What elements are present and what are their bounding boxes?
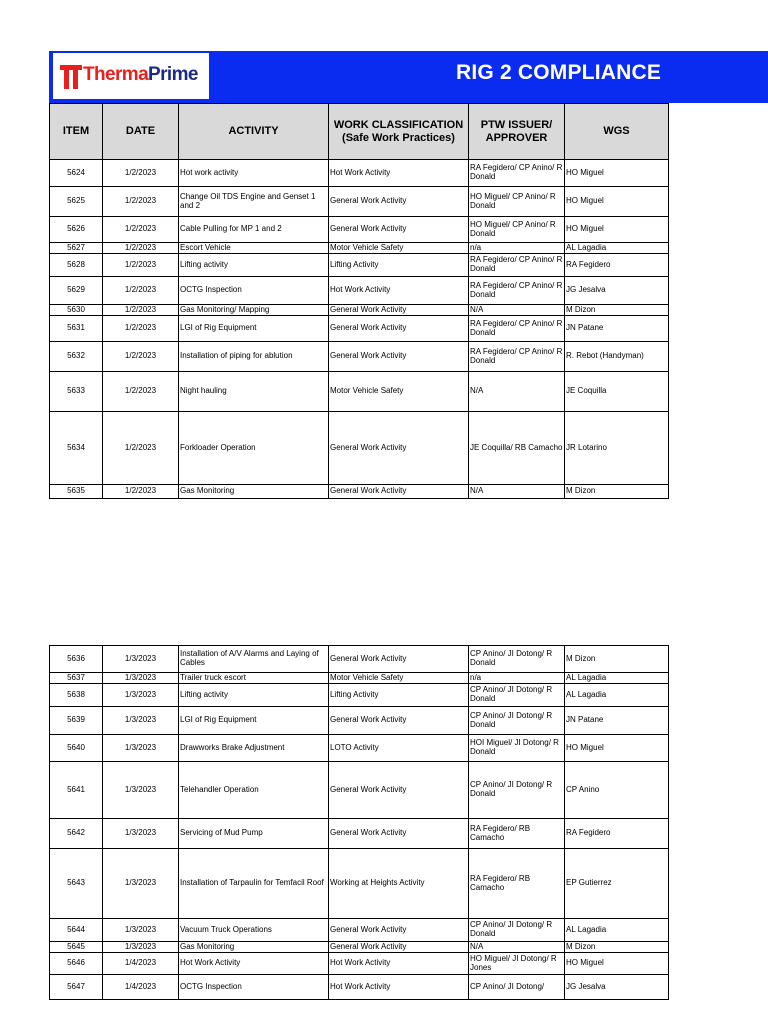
classification-cell: Hot Work Activity [329, 160, 469, 187]
activity-cell: Lifting activity [179, 254, 329, 277]
ptw-cell: RA Fegidero/ RB Camacho [469, 849, 565, 919]
header-row [50, 104, 669, 160]
header-item: ITEM [50, 104, 103, 160]
item-cell: 5637 [50, 673, 103, 684]
item-cell: 5633 [50, 372, 103, 412]
item-cell: 5625 [50, 187, 103, 217]
compliance-table-1 [49, 103, 669, 499]
classification-cell: LOTO Activity [329, 735, 469, 762]
table-row [50, 254, 669, 277]
wgs-cell: JG Jesalva [565, 277, 669, 305]
date-cell: 1/2/2023 [103, 342, 179, 372]
classification-cell: General Work Activity [329, 707, 469, 735]
date-cell: 1/3/2023 [103, 684, 179, 707]
wgs-cell: M Dizon [565, 646, 669, 673]
item-cell: 5640 [50, 735, 103, 762]
activity-cell: Trailer truck escort [179, 673, 329, 684]
wgs-cell: AL Lagadia [565, 684, 669, 707]
item-cell: 5624 [50, 160, 103, 187]
activity-cell: Escort Vehicle [179, 243, 329, 254]
item-cell: 5641 [50, 762, 103, 819]
wgs-cell: HO Miguel [565, 187, 669, 217]
classification-cell: General Work Activity [329, 919, 469, 942]
date-cell: 1/3/2023 [103, 919, 179, 942]
date-cell: 1/2/2023 [103, 372, 179, 412]
classification-cell: General Work Activity [329, 485, 469, 499]
item-cell: 5644 [50, 919, 103, 942]
ptw-cell: RA Fegidero/ CP Anino/ R Donald [469, 277, 565, 305]
item-cell: 5635 [50, 485, 103, 499]
ptw-cell: N/A [469, 305, 565, 316]
date-cell: 1/2/2023 [103, 243, 179, 254]
classification-cell: General Work Activity [329, 316, 469, 342]
item-cell: 5645 [50, 942, 103, 953]
thermaprime-logo-icon [59, 63, 83, 91]
wgs-cell: M Dizon [565, 485, 669, 499]
table-row [50, 762, 669, 819]
wgs-cell: HO Miguel [565, 735, 669, 762]
item-cell: 5626 [50, 217, 103, 243]
activity-cell: Gas Monitoring/ Mapping [179, 305, 329, 316]
table-row [50, 942, 669, 953]
item-cell: 5638 [50, 684, 103, 707]
activity-cell: Gas Monitoring [179, 942, 329, 953]
date-cell: 1/4/2023 [103, 953, 179, 975]
page-title: RIG 2 COMPLIANCE [456, 61, 662, 84]
date-cell: 1/2/2023 [103, 412, 179, 485]
table-row [50, 277, 669, 305]
table-row [50, 707, 669, 735]
date-cell: 1/3/2023 [103, 735, 179, 762]
ptw-cell: n/a [469, 673, 565, 684]
table-row [50, 305, 669, 316]
date-cell: 1/2/2023 [103, 316, 179, 342]
wgs-cell: JE Coquilla [565, 372, 669, 412]
table-row [50, 160, 669, 187]
classification-cell: Hot Work Activity [329, 953, 469, 975]
table-row [50, 919, 669, 942]
activity-cell: Gas Monitoring [179, 485, 329, 499]
date-cell: 1/2/2023 [103, 305, 179, 316]
activity-cell: Change Oil TDS Engine and Genset 1 and 2 [179, 187, 329, 217]
item-cell: 5629 [50, 277, 103, 305]
activity-cell: Drawworks Brake Adjustment [179, 735, 329, 762]
wgs-cell: AL Lagadia [565, 243, 669, 254]
wgs-cell: HO Miguel [565, 953, 669, 975]
classification-cell: Lifting Activity [329, 254, 469, 277]
ptw-cell: CP Anino/ JI Dotong/ R Donald [469, 707, 565, 735]
item-cell: 5643 [50, 849, 103, 919]
logo-text-therma: Therma [83, 64, 149, 85]
item-cell: 5628 [50, 254, 103, 277]
wgs-cell: HO Miguel [565, 217, 669, 243]
ptw-cell: HOI Miguel/ JI Dotong/ R Donald [469, 735, 565, 762]
ptw-cell: N/A [469, 372, 565, 412]
item-cell: 5646 [50, 953, 103, 975]
header-date: DATE [103, 104, 179, 160]
item-cell: 5627 [50, 243, 103, 254]
header-wgs: WGS [565, 104, 669, 160]
header-ptw-issuer: PTW ISSUER/ APPROVER [469, 104, 565, 160]
ptw-cell: RA Fegidero/ CP Anino/ R Donald [469, 342, 565, 372]
table-row [50, 187, 669, 217]
date-cell: 1/4/2023 [103, 975, 179, 1000]
classification-cell: General Work Activity [329, 819, 469, 849]
activity-cell: Cable Pulling for MP 1 and 2 [179, 217, 329, 243]
classification-cell: Lifting Activity [329, 684, 469, 707]
table-row [50, 485, 669, 499]
wgs-cell: RA Fegidero [565, 254, 669, 277]
wgs-cell: AL Lagadia [565, 673, 669, 684]
table-row [50, 819, 669, 849]
activity-cell: Installation of A/V Alarms and Laying of Cables [179, 646, 329, 673]
item-cell: 5642 [50, 819, 103, 849]
item-cell: 5639 [50, 707, 103, 735]
company-logo [53, 53, 209, 99]
wgs-cell: JG Jesalva [565, 975, 669, 1000]
ptw-cell: JE Coquilla/ RB Camacho [469, 412, 565, 485]
ptw-cell: HO Miguel/ CP Anino/ R Donald [469, 217, 565, 243]
activity-cell: Vacuum Truck Operations [179, 919, 329, 942]
classification-cell: Working at Heights Activity [329, 849, 469, 919]
table-row [50, 953, 669, 975]
table-row [50, 684, 669, 707]
ptw-cell: CP Anino/ JI Dotong/ R Donald [469, 646, 565, 673]
date-cell: 1/2/2023 [103, 217, 179, 243]
wgs-cell: HO Miguel [565, 160, 669, 187]
classification-cell: Motor Vehicle Safety [329, 673, 469, 684]
table-row [50, 342, 669, 372]
date-cell: 1/3/2023 [103, 849, 179, 919]
header-work-classification: WORK CLASSIFICATION (Safe Work Practices) [329, 104, 469, 160]
activity-cell: Servicing of Mud Pump [179, 819, 329, 849]
table-row [50, 975, 669, 1000]
ptw-cell: HO Miguel/ JI Dotong/ R Jones [469, 953, 565, 975]
activity-cell: Installation of piping for ablution [179, 342, 329, 372]
ptw-cell: CP Anino/ JI Dotong/ R Donald [469, 919, 565, 942]
activity-cell: Lifting activity [179, 684, 329, 707]
item-cell: 5647 [50, 975, 103, 1000]
wgs-cell: R. Rebot (Handyman) [565, 342, 669, 372]
date-cell: 1/3/2023 [103, 707, 179, 735]
ptw-cell: RA Fegidero/ CP Anino/ R Donald [469, 254, 565, 277]
item-cell: 5630 [50, 305, 103, 316]
ptw-cell: RA Fegidero/ CP Anino/ R Donald [469, 160, 565, 187]
classification-cell: General Work Activity [329, 762, 469, 819]
date-cell: 1/2/2023 [103, 277, 179, 305]
ptw-cell: N/A [469, 485, 565, 499]
compliance-table-2 [49, 645, 669, 1000]
item-cell: 5636 [50, 646, 103, 673]
wgs-cell: CP Anino [565, 762, 669, 819]
table-row [50, 243, 669, 254]
classification-cell: General Work Activity [329, 342, 469, 372]
wgs-cell: AL Lagadia [565, 919, 669, 942]
activity-cell: Telehandler Operation [179, 762, 329, 819]
date-cell: 1/2/2023 [103, 254, 179, 277]
activity-cell: Hot Work Activity [179, 953, 329, 975]
date-cell: 1/2/2023 [103, 485, 179, 499]
activity-cell: Night hauling [179, 372, 329, 412]
table-row [50, 316, 669, 342]
activity-cell: LGI of Rig Equipment [179, 316, 329, 342]
item-cell: 5632 [50, 342, 103, 372]
classification-cell: Motor Vehicle Safety [329, 372, 469, 412]
table-row [50, 372, 669, 412]
date-cell: 1/3/2023 [103, 673, 179, 684]
classification-cell: General Work Activity [329, 305, 469, 316]
activity-cell: OCTG Inspection [179, 975, 329, 1000]
item-cell: 5634 [50, 412, 103, 485]
classification-cell: Motor Vehicle Safety [329, 243, 469, 254]
wgs-cell: JN Patane [565, 316, 669, 342]
activity-cell: OCTG Inspection [179, 277, 329, 305]
date-cell: 1/3/2023 [103, 942, 179, 953]
table-row [50, 217, 669, 243]
ptw-cell: HO Miguel/ CP Anino/ R Donald [469, 187, 565, 217]
date-cell: 1/2/2023 [103, 187, 179, 217]
table-row [50, 673, 669, 684]
table-row [50, 646, 669, 673]
date-cell: 1/2/2023 [103, 160, 179, 187]
activity-cell: Installation of Tarpaulin for Temfacil Roof [179, 849, 329, 919]
ptw-cell: RA Fegidero/ CP Anino/ R Donald [469, 316, 565, 342]
classification-cell: General Work Activity [329, 942, 469, 953]
date-cell: 1/3/2023 [103, 819, 179, 849]
wgs-cell: M Dizon [565, 305, 669, 316]
classification-cell: General Work Activity [329, 412, 469, 485]
table-row [50, 412, 669, 485]
date-cell: 1/3/2023 [103, 646, 179, 673]
logo-text-prime: Prime [148, 64, 198, 85]
ptw-cell: CP Anino/ JI Dotong/ [469, 975, 565, 1000]
wgs-cell: JN Patane [565, 707, 669, 735]
ptw-cell: N/A [469, 942, 565, 953]
table-row [50, 735, 669, 762]
ptw-cell: RA Fegidero/ RB Camacho [469, 819, 565, 849]
table-row [50, 849, 669, 919]
classification-cell: Hot Work Activity [329, 975, 469, 1000]
date-cell: 1/3/2023 [103, 762, 179, 819]
wgs-cell: EP Gutierrez [565, 849, 669, 919]
classification-cell: Hot Work Activity [329, 277, 469, 305]
wgs-cell: JR Lotarino [565, 412, 669, 485]
ptw-cell: CP Anino/ JI Dotong/ R Donald [469, 684, 565, 707]
activity-cell: Forkloader Operation [179, 412, 329, 485]
wgs-cell: RA Fegidero [565, 819, 669, 849]
ptw-cell: n/a [469, 243, 565, 254]
activity-cell: Hot work activity [179, 160, 329, 187]
classification-cell: General Work Activity [329, 217, 469, 243]
ptw-cell: CP Anino/ JI Dotong/ R Donald [469, 762, 565, 819]
header-activity: ACTIVITY [179, 104, 329, 160]
classification-cell: General Work Activity [329, 187, 469, 217]
wgs-cell: M Dizon [565, 942, 669, 953]
item-cell: 5631 [50, 316, 103, 342]
activity-cell: LGI of Rig Equipment [179, 707, 329, 735]
classification-cell: General Work Activity [329, 646, 469, 673]
